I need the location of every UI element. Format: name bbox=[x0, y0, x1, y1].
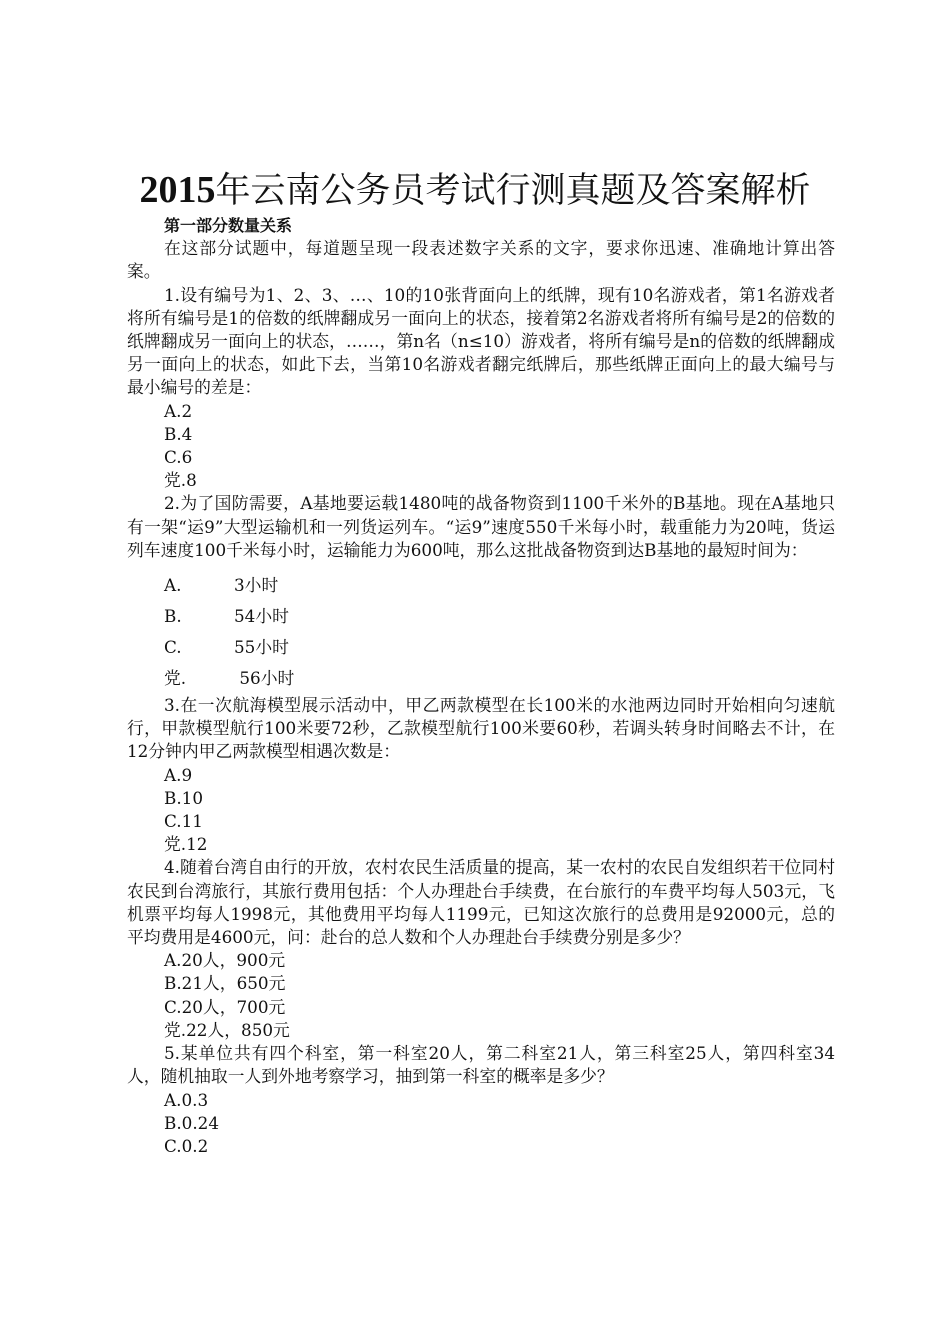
question-4-option-c: C.20人，700元 bbox=[164, 996, 286, 1017]
document-title bbox=[0, 166, 950, 215]
option-text: 3小时 bbox=[234, 575, 279, 596]
option-letter: 党. bbox=[164, 668, 187, 689]
question-4-option-b: B.21人，650元 bbox=[164, 973, 286, 994]
question-1-option-d: 党.8 bbox=[164, 470, 197, 491]
question-4-option-a: A.20人，900元 bbox=[164, 950, 286, 971]
question-2-option-b bbox=[164, 601, 835, 632]
question-3-option-b: B.10 bbox=[164, 787, 204, 808]
section-heading: 第一部分数量关系 bbox=[164, 216, 293, 235]
question-5-option-b: B.0.24 bbox=[164, 1112, 220, 1133]
section-intro: 在这部分试题中，每道题呈现一段表述数字关系的文字，要求你迅速、准确地计算出答案。 bbox=[127, 238, 835, 282]
option-letter: B. bbox=[164, 606, 182, 627]
question-1-option-c: C.6 bbox=[164, 447, 193, 468]
question-2-option-a bbox=[164, 570, 835, 601]
question-3-option-a: A.9 bbox=[164, 764, 193, 785]
question-2-stem: 2.为了国防需要，A基地要运载1480吨的战备物资到1100千米外的B基地。现在A基地只有一架“运9”大型运输机和一列货运列车。“运9”速度550千米每小时，载重能力为20吨，货运列车速度100千米每小时，运输能力为600吨，那么这批战备物资到达B基地的最短时间为： bbox=[127, 493, 835, 560]
question-5-option-a: A.0.3 bbox=[164, 1089, 209, 1110]
question-2-option-d bbox=[164, 663, 835, 694]
question-1-option-b: B.4 bbox=[164, 423, 193, 444]
title-text: 年云南公务员考试行测真题及答案解析 bbox=[215, 171, 811, 211]
option-letter: A. bbox=[164, 575, 182, 596]
question-3-option-c: C.11 bbox=[164, 811, 203, 832]
question-3-option-d: 党.12 bbox=[164, 834, 208, 855]
question-1-stem: 1.设有编号为1、2、3、…、10的10张背面向上的纸牌，现有10名游戏者，第1名游戏者将所有编号是1的倍数的纸牌翻成另一面向上的状态，接着第2名游戏者将所有编号是2的倍数的纸牌翻成另一面向上的状态，……，第n名（n≤10）游戏者，将所有编号是n的倍数的纸牌翻成另一面向上的状态，如此下去，当第10名游戏者翻完纸牌后，那些纸牌正面向上的最大编号与最小编号的差是： bbox=[127, 284, 835, 398]
question-3-stem: 3.在一次航海模型展示活动中，甲乙两款模型在长100米的水池两边同时开始相向匀速航行，甲款模型航行100米要72秒，乙款模型航行100米要60秒，若调头转身时间略去不计，在12分钟内甲乙两款模型相遇次数是： bbox=[127, 695, 835, 762]
spacer bbox=[127, 562, 835, 570]
question-4-stem: 4.随着台湾自由行的开放，农村农民生活质量的提高，某一农村的农民自发组织若干位同村农民到台湾旅行，其旅行费用包括：个人办理赴台手续费，在台旅行的车费平均每人503元，飞机票平均每人1998元，其他费用平均每人1199元，已知这次旅行的总费用是92000元，总的平均费用是4600元，问：赴台的总人数和个人办理赴台手续费分别是多少？ bbox=[127, 857, 835, 948]
question-5-option-c: C.0.2 bbox=[164, 1135, 209, 1156]
question-2-option-c bbox=[164, 632, 835, 663]
option-letter: C. bbox=[164, 637, 182, 658]
question-4-option-d: 党.22人，850元 bbox=[164, 1019, 290, 1040]
title-year: 2015 bbox=[139, 169, 216, 211]
document-body bbox=[127, 214, 835, 1158]
question-1-option-a: A.2 bbox=[164, 400, 193, 421]
option-text: 54小时 bbox=[234, 606, 289, 627]
option-text: 56小时 bbox=[234, 668, 295, 689]
question-5-stem: 5.某单位共有四个科室，第一科室20人，第二科室21人，第三科室25人，第四科室34人，随机抽取一人到外地考察学习，抽到第一科室的概率是多少？ bbox=[127, 1043, 835, 1087]
option-text: 55小时 bbox=[234, 637, 289, 658]
